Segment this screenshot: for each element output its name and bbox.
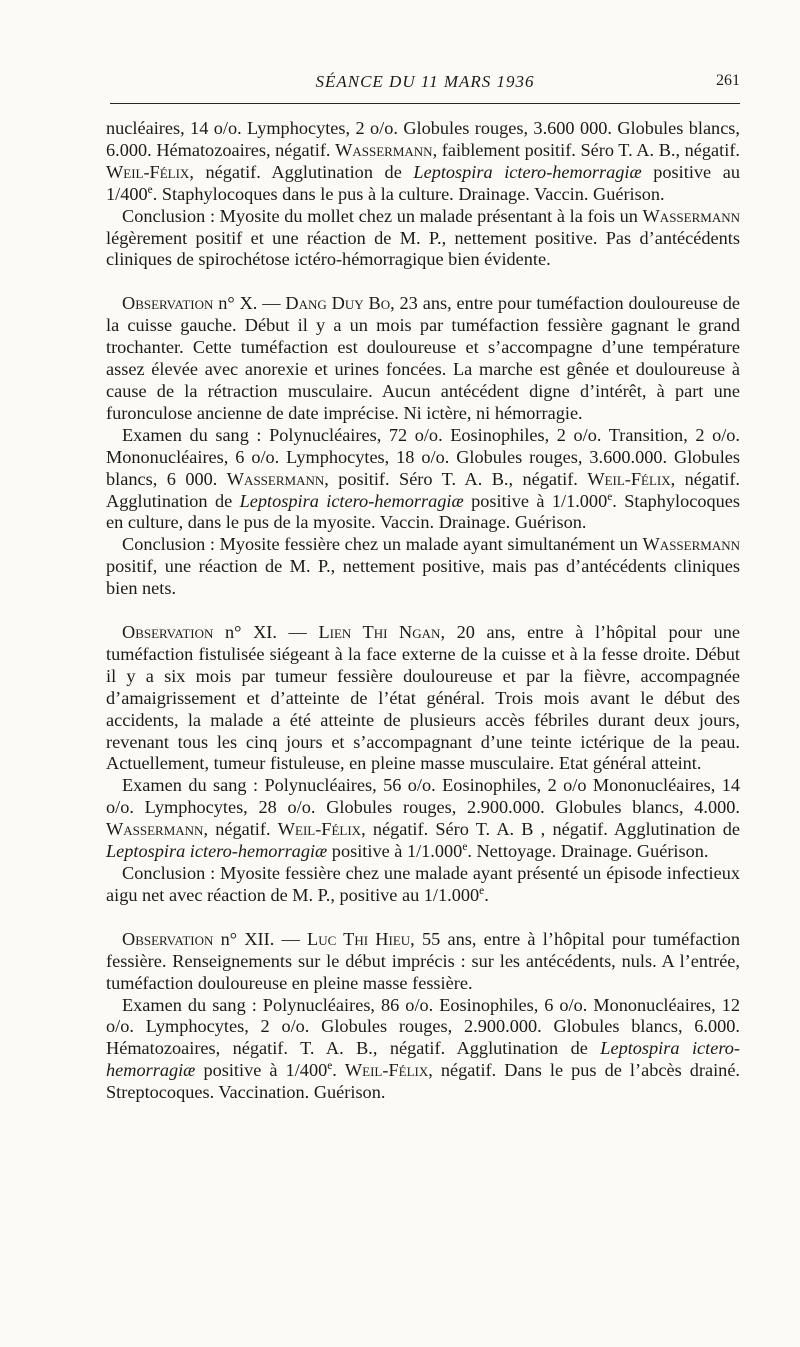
text-run: . Staphylocoques en culture, dans le pus de la myosite. Vaccin. Drainage. Guérison. bbox=[106, 490, 740, 533]
text-run: n° XII. — bbox=[213, 928, 308, 949]
text-run: Examen du sang : Polynucléaires, 72 o/o. Eosinophiles, 2 o/o. Transition, 2 o/o. Mononucléaires, 6 o/o. Lymphocytes, 18 o/o. Globules rouges, 3.600.000. Globules blancs, 6 000. bbox=[106, 424, 740, 489]
text-run: , négatif. Séro T. A. B , négatif. Agglutination de bbox=[361, 819, 740, 840]
text-run: positive à 1/1.000 bbox=[327, 841, 463, 862]
text-run: nucléaires, 14 o/o. Lymphocytes, 2 o/o. Globules rouges, 3.600 000. Globules blancs, 6.000. Hématozoaires, négatif. bbox=[106, 118, 740, 160]
text-run: . Staphylocoques dans le pus à la culture. Drainage. Vaccin. Guérison. bbox=[152, 183, 665, 204]
small-caps-name: Wassermann bbox=[226, 468, 325, 489]
page-number: 261 bbox=[716, 72, 740, 89]
small-caps-name: Weil-Félix bbox=[344, 1060, 429, 1081]
observation-xi-paragraph bbox=[106, 622, 740, 775]
running-title: SÉANCE DU 11 MARS 1936 bbox=[315, 72, 535, 91]
small-caps-name: Luc Thi Hieu bbox=[307, 928, 411, 949]
text-run: positive à 1/400 bbox=[195, 1060, 328, 1081]
text-run: , 55 ans, entre à l’hôpital pour tuméfaction fessière. Renseignements sur le début imprécis : sur les antécédents, nuls. A l’entrée, tuméfaction douloureuse en pleine masse fessière. bbox=[106, 928, 741, 993]
superscript: e bbox=[607, 490, 613, 503]
exam-paragraph bbox=[106, 775, 740, 863]
text-run: positive au 1/400 bbox=[106, 161, 740, 204]
small-caps-name: Weil-Félix bbox=[587, 468, 671, 489]
small-caps-name: Observation bbox=[122, 293, 214, 314]
small-caps-name: Wassermann bbox=[642, 205, 740, 226]
italic-term: Leptospira ictero-hemorragiæ bbox=[239, 490, 464, 511]
superscript: e bbox=[479, 884, 485, 897]
small-caps-name: Observation bbox=[122, 622, 214, 643]
continuation-paragraph bbox=[106, 118, 740, 206]
text-run: Examen du sang : Polynucléaires, 86 o/o. Eosinophiles, 6 o/o. Mononucléaires, 12 o/o. Lymphocytes, 2 o/o. Globules rouges, 2.900.000. Globules blancs, 6.000. Hématozoaires, négatif. T. A. B., négatif. Agglutination de bbox=[106, 994, 740, 1059]
text-run: Examen du sang : Polynucléaires, 56 o/o. Eosinophiles, 2 o/o Mononucléaires, 14 o/o. Lymphocytes, 28 o/o. Globules rouges, 2.900.000. Globules blancs, 4.000. bbox=[106, 775, 740, 818]
italic-term: Leptospira ictero-hemorragiæ bbox=[106, 1038, 740, 1081]
text-run: , négatif. Dans le pus de l’abcès drainé. Streptocoques. Vaccination. Guérison. bbox=[106, 1060, 740, 1103]
header-rule bbox=[110, 103, 740, 104]
italic-term: Leptospira ictero-hemorragiæ bbox=[413, 161, 642, 182]
text-run: , positif. Séro T. A. B., négatif. bbox=[324, 468, 588, 489]
small-caps-name: Dang Duy Bo bbox=[285, 293, 391, 314]
exam-paragraph bbox=[106, 995, 740, 1105]
conclusion-paragraph bbox=[106, 534, 740, 600]
superscript: e bbox=[147, 183, 153, 196]
text-run: positif, une réaction de M. P., nettement positive, mais pas d’antécédents cliniques bien nets. bbox=[106, 556, 740, 599]
text-run: , 23 ans, entre pour tuméfaction douloureuse de la cuisse gauche. Début il y a un mois par tuméfaction fessière gagnant le grand trochanter. Cette tuméfaction est douloureuse et s’accompagne d’une température assez élevée avec anorexie et urines foncées. La marche est gênée et douloureuse à cause de la rétraction musculaire. Aucun antécédent digne d’intérêt, à part une furonculose ancienne de date imprécise. Ni ictère, ni hémorragie. bbox=[106, 293, 740, 423]
text-run: , négatif. Agglutination de bbox=[106, 468, 740, 511]
text-run: positive à 1/1.000 bbox=[463, 490, 608, 511]
small-caps-name: Observation bbox=[122, 928, 214, 949]
page-header bbox=[110, 72, 740, 100]
text-run: . Nettoyage. Drainage. Guérison. bbox=[467, 841, 709, 862]
small-caps-name: Wassermann bbox=[335, 139, 433, 160]
superscript: e bbox=[327, 1060, 333, 1073]
small-caps-name: Wassermann bbox=[106, 819, 204, 840]
text-run: légèrement positif et une réaction de M. P., nettement positive. Pas d’antécédents cliniques de spirochétose ictéro-hémorragique bien évidente. bbox=[106, 227, 740, 270]
text-run: n° X. — bbox=[213, 293, 286, 314]
text-run: Conclusion : Myosite du mollet chez un malade présentant à la fois un bbox=[122, 205, 643, 226]
conclusion-paragraph bbox=[106, 863, 740, 907]
superscript: e bbox=[462, 841, 468, 853]
exam-paragraph bbox=[106, 425, 740, 535]
small-caps-name: Lien Thi Ngan bbox=[318, 622, 441, 643]
text-run: , négatif. bbox=[203, 819, 278, 840]
small-caps-name: Weil-Félix bbox=[277, 819, 362, 840]
text-run: Conclusion : Myosite fessière chez un malade ayant simultanément un bbox=[122, 534, 643, 555]
body-text bbox=[106, 118, 740, 1104]
text-run: n° XI. — bbox=[213, 622, 319, 643]
text-run: Conclusion : Myosite fessière chez une malade ayant présenté un épisode infectieux aigu net avec réaction de M. P., positive au 1/1.000 bbox=[106, 863, 740, 905]
italic-term: Leptospira ictero-hemorragiæ bbox=[106, 841, 328, 862]
text-run: . bbox=[484, 884, 489, 905]
small-caps-name: Wassermann bbox=[642, 534, 740, 555]
text-run: . bbox=[332, 1060, 345, 1081]
text-run: , faiblement positif. Séro T. A. B., négatif. bbox=[432, 139, 740, 160]
text-run: , négatif. Agglutination de bbox=[189, 161, 414, 182]
small-caps-name: Weil-Félix bbox=[106, 161, 190, 182]
observation-x-paragraph bbox=[106, 293, 740, 424]
conclusion-paragraph bbox=[106, 206, 740, 272]
observation-xii-paragraph bbox=[106, 929, 740, 995]
text-run: , 20 ans, entre à l’hôpital pour une tuméfaction fistulisée siégeant à la face externe de la cuisse et à la fesse droite. Début il y a six mois par tumeur fessière douloureuse et par la fièvre, accompagnée d’amaigrissement et d’atteinte de l’état général. Trois mois avant le début des accidents, la malade a été atteinte de plusieurs accès fébriles durant deux jours, revenant tous les cinq jours et s’accompagnant d’une teinte ictérique de la peau. Actuellement, tumeur fistuleuse, en pleine masse musculaire. Etat général atteint. bbox=[106, 622, 741, 774]
